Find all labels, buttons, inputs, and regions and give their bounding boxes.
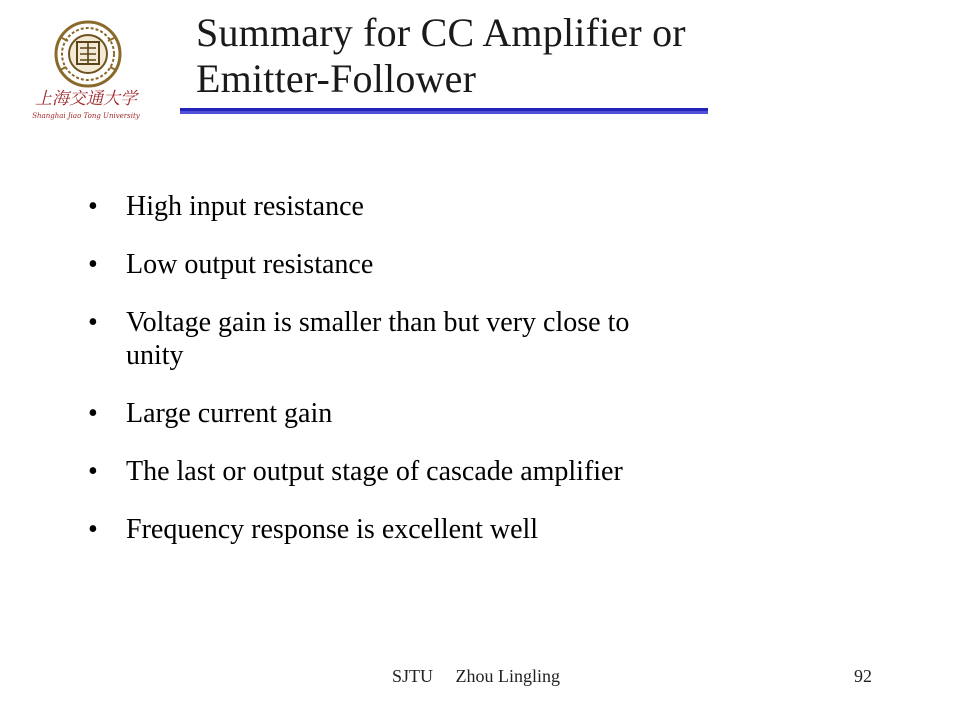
- bullet-dot-icon: •: [88, 191, 98, 222]
- bullet-text: Frequency response is excellent well: [126, 514, 539, 545]
- bullet-item: [86, 397, 826, 430]
- title-underline: [180, 108, 708, 114]
- bullet-dot-icon: •: [88, 398, 98, 429]
- bullet-text: High input resistance: [126, 191, 364, 222]
- bullet-dot-icon: •: [88, 456, 98, 487]
- bullet-item: [86, 306, 826, 372]
- footer-credit: [392, 666, 560, 687]
- footer-author: Zhou Lingling: [455, 666, 561, 686]
- university-logo: [20, 18, 152, 122]
- bullet-item: [86, 190, 826, 223]
- page-number: 92: [854, 666, 872, 686]
- bullet-dot-icon: •: [88, 307, 98, 338]
- bullet-text: Voltage gain is smaller than but very close to: [126, 307, 630, 338]
- university-english-name: Shanghai Jiao Tong University: [32, 112, 140, 120]
- slide-title: [196, 10, 686, 102]
- bullet-dot-icon: •: [88, 249, 98, 280]
- slide-title-line-1: Summary for CC Amplifier or: [196, 10, 686, 55]
- footer-org: SJTU: [392, 666, 434, 686]
- bullet-item: [86, 455, 826, 488]
- bullet-list: [86, 190, 826, 571]
- university-chinese-name: 上海交通大学: [35, 89, 137, 109]
- bullet-item: [86, 513, 826, 546]
- bullet-dot-icon: •: [88, 514, 98, 545]
- university-seal-icon: [56, 22, 120, 86]
- bullet-text-continuation: unity: [126, 340, 184, 371]
- bullet-item: [86, 248, 826, 281]
- slide-title-line-2: Emitter-Follower: [196, 56, 477, 101]
- bullet-text: Low output resistance: [126, 249, 374, 280]
- bullet-text: Large current gain: [126, 398, 333, 429]
- bullet-text: The last or output stage of cascade amplifier: [126, 456, 623, 487]
